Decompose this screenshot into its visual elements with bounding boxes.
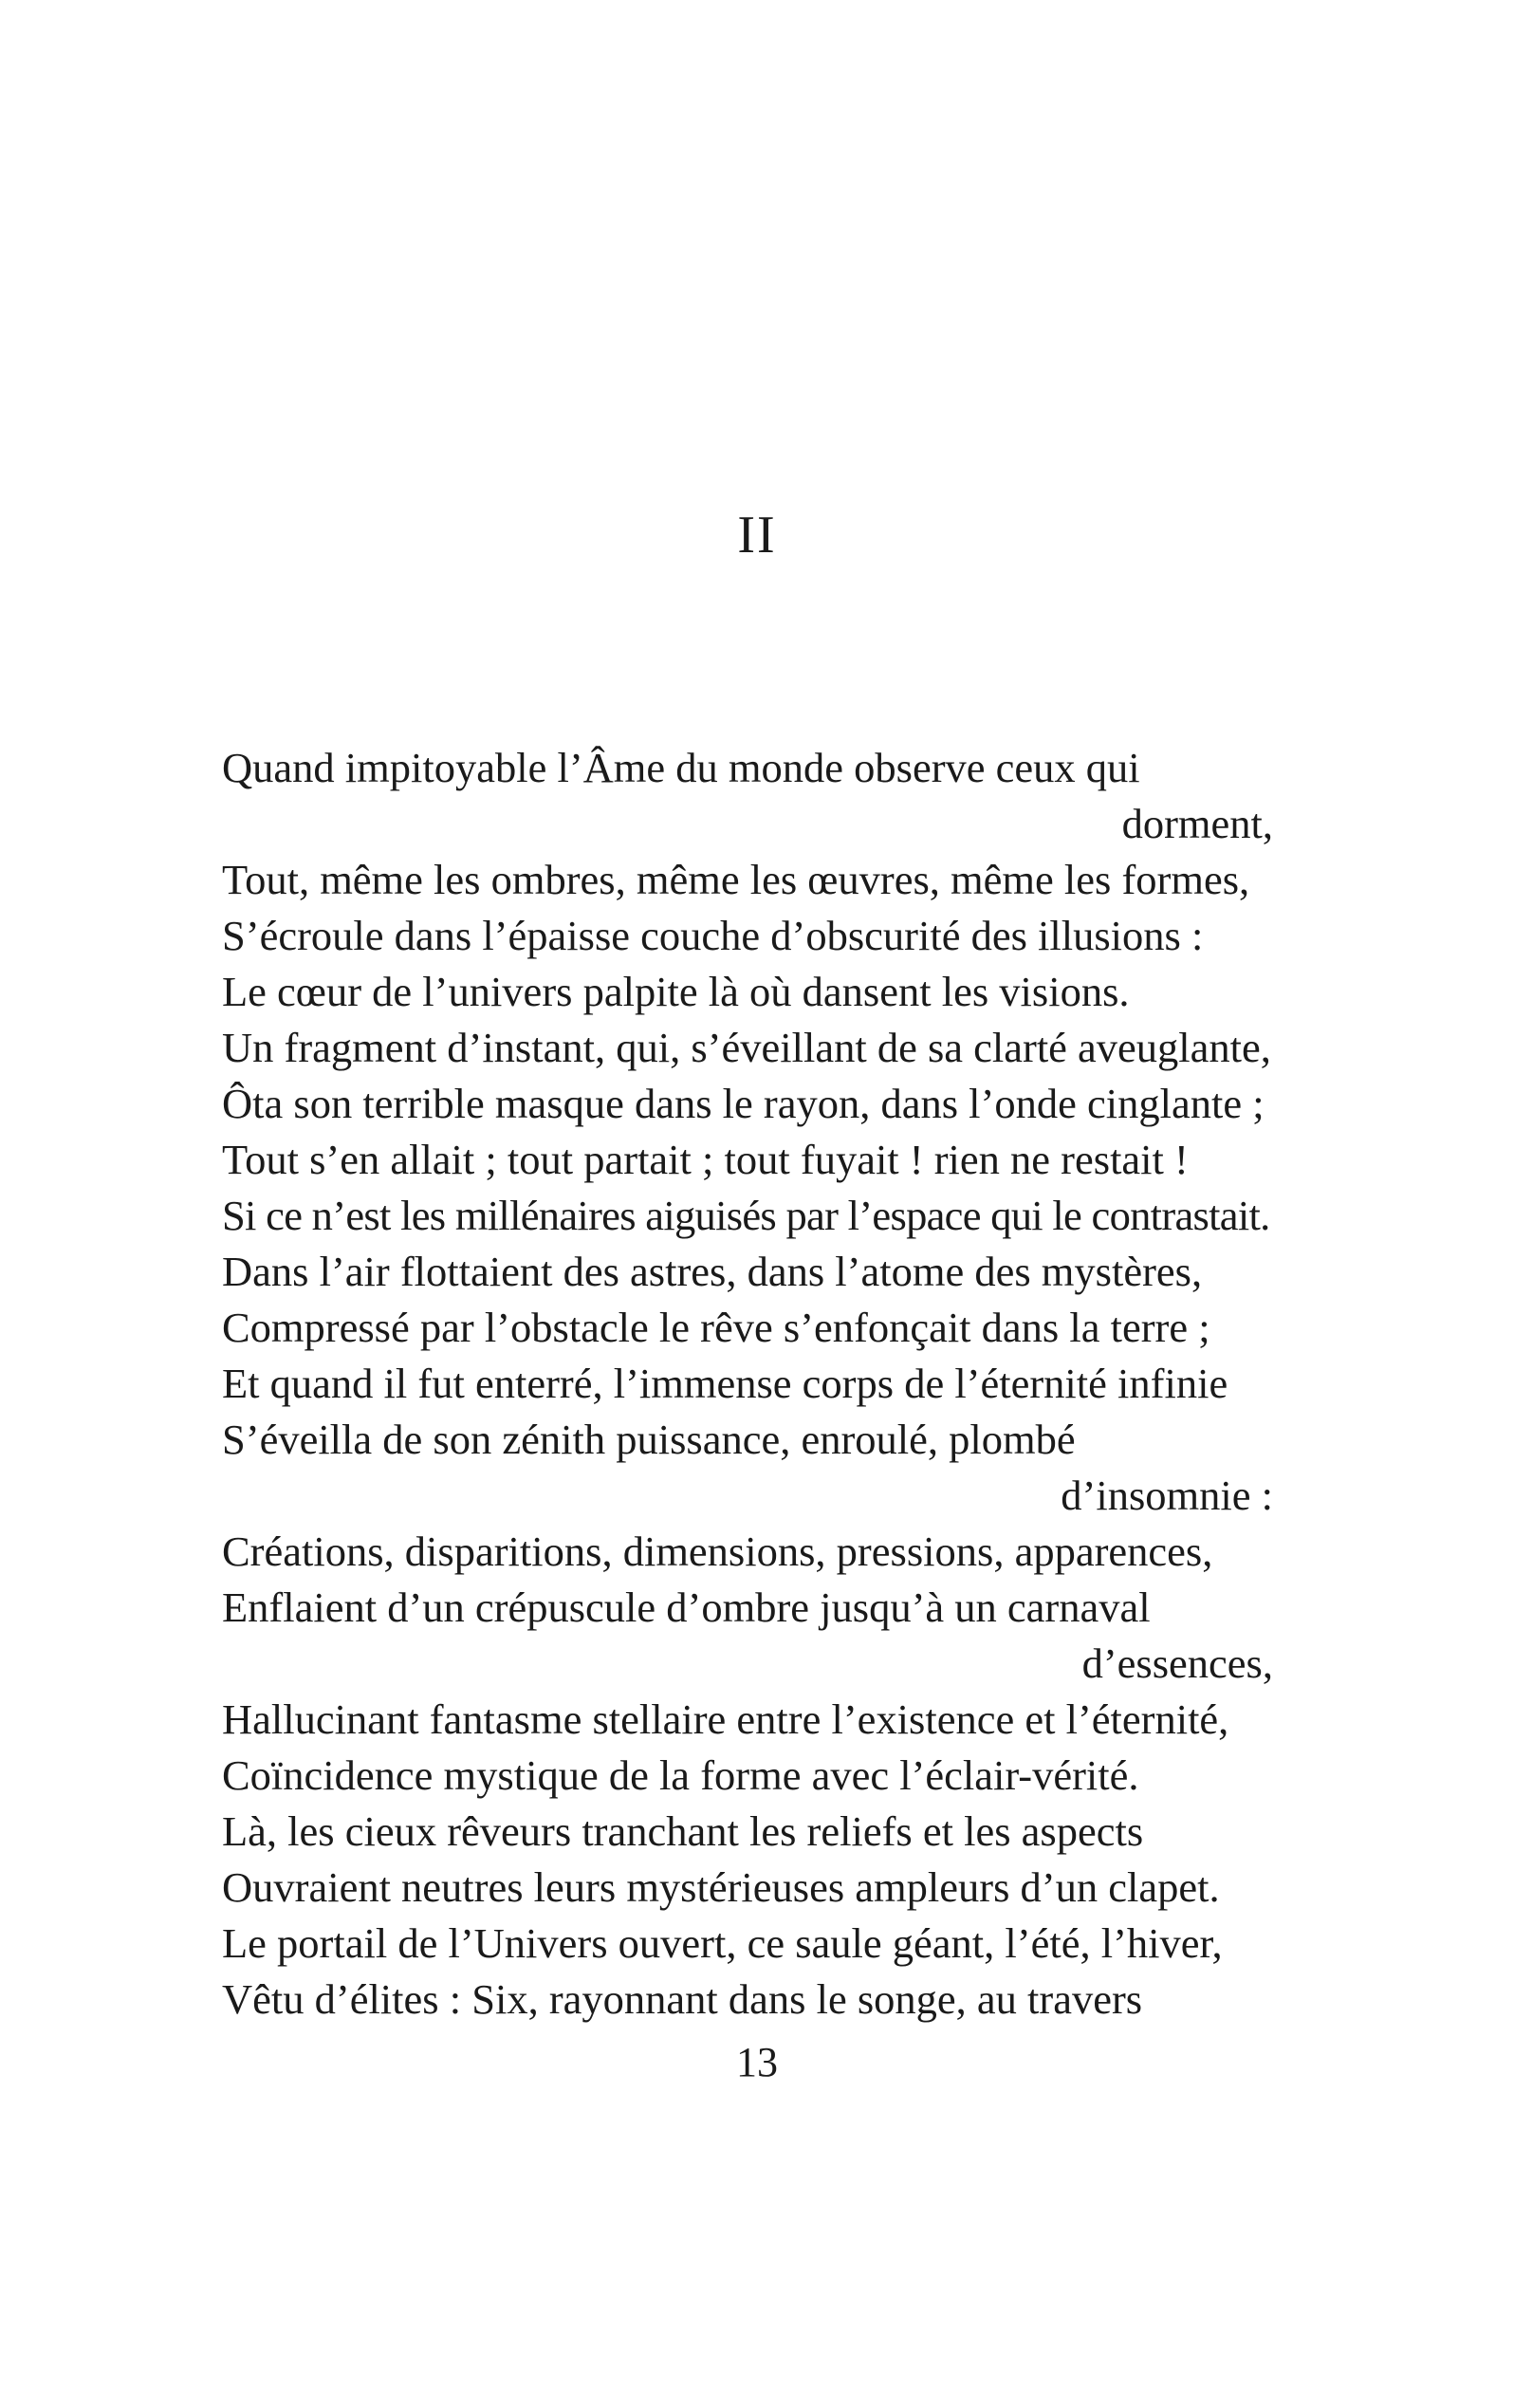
poem-line: Là, les cieux rêveurs tranchant les reliefs et les aspects xyxy=(222,1807,1144,1855)
poem-line: Hallucinant fantasme stellaire entre l’existence et l’éternité, xyxy=(222,1695,1229,1743)
poem-line: Vêtu d’élites : Six, rayonnant dans le songe, au travers xyxy=(222,1975,1143,2023)
poem-line: Coïncidence mystique de la forme avec l’éclair-vérité. xyxy=(222,1751,1139,1799)
poem-line: Le portail de l’Univers ouvert, ce saule géant, l’été, l’hiver, xyxy=(222,1919,1223,1967)
poem-line: Ôta son terrible masque dans le rayon, dans l’onde cinglante ; xyxy=(222,1080,1265,1127)
poem-line-continuation: d’insomnie : xyxy=(1061,1472,1273,1519)
page-number: 13 xyxy=(736,2039,778,2085)
poem-line: Compressé par l’obstacle le rêve s’enfonçait dans la terre ; xyxy=(222,1304,1210,1351)
poem-line: Un fragment d’instant, qui, s’éveillant de sa clarté aveuglante, xyxy=(222,1024,1271,1071)
poem-line: Enflaient d’un crépuscule d’ombre jusqu’à un carnaval xyxy=(222,1584,1151,1631)
poem-line-continuation: d’essences, xyxy=(1081,1639,1273,1687)
poem-line-continuation: dorment, xyxy=(1121,800,1273,847)
poem-line: Quand impitoyable l’Âme du monde observe ceux qui xyxy=(222,744,1140,791)
poem-line: Créations, disparitions, dimensions, pressions, apparences, xyxy=(222,1528,1213,1575)
poem-line: Si ce n’est les millénaires aiguisés par l’espace qui le contrastait. xyxy=(222,1192,1270,1239)
poem-line: Dans l’air flottaient des astres, dans l’atome des mystères, xyxy=(222,1248,1203,1295)
poem-line: Tout s’en allait ; tout partait ; tout fuyait ! rien ne restait ! xyxy=(222,1136,1189,1183)
poem-line: Ouvraient neutres leurs mystérieuses ampleurs d’un clapet. xyxy=(222,1863,1220,1911)
poem-line: Et quand il fut enterré, l’immense corps de l’éternité infinie xyxy=(222,1360,1228,1407)
chapter-title: II xyxy=(737,506,777,565)
poem-line: S’éveilla de son zénith puissance, enroulé, plombé xyxy=(222,1416,1076,1463)
poem-body xyxy=(222,740,1273,2028)
poem-line: Tout, même les ombres, même les œuvres, même les formes, xyxy=(222,856,1250,903)
poem-line: S’écroule dans l’épaisse couche d’obscurité des illusions : xyxy=(222,912,1204,959)
poem-line: Le cœur de l’univers palpite là où dansent les visions. xyxy=(222,968,1130,1015)
